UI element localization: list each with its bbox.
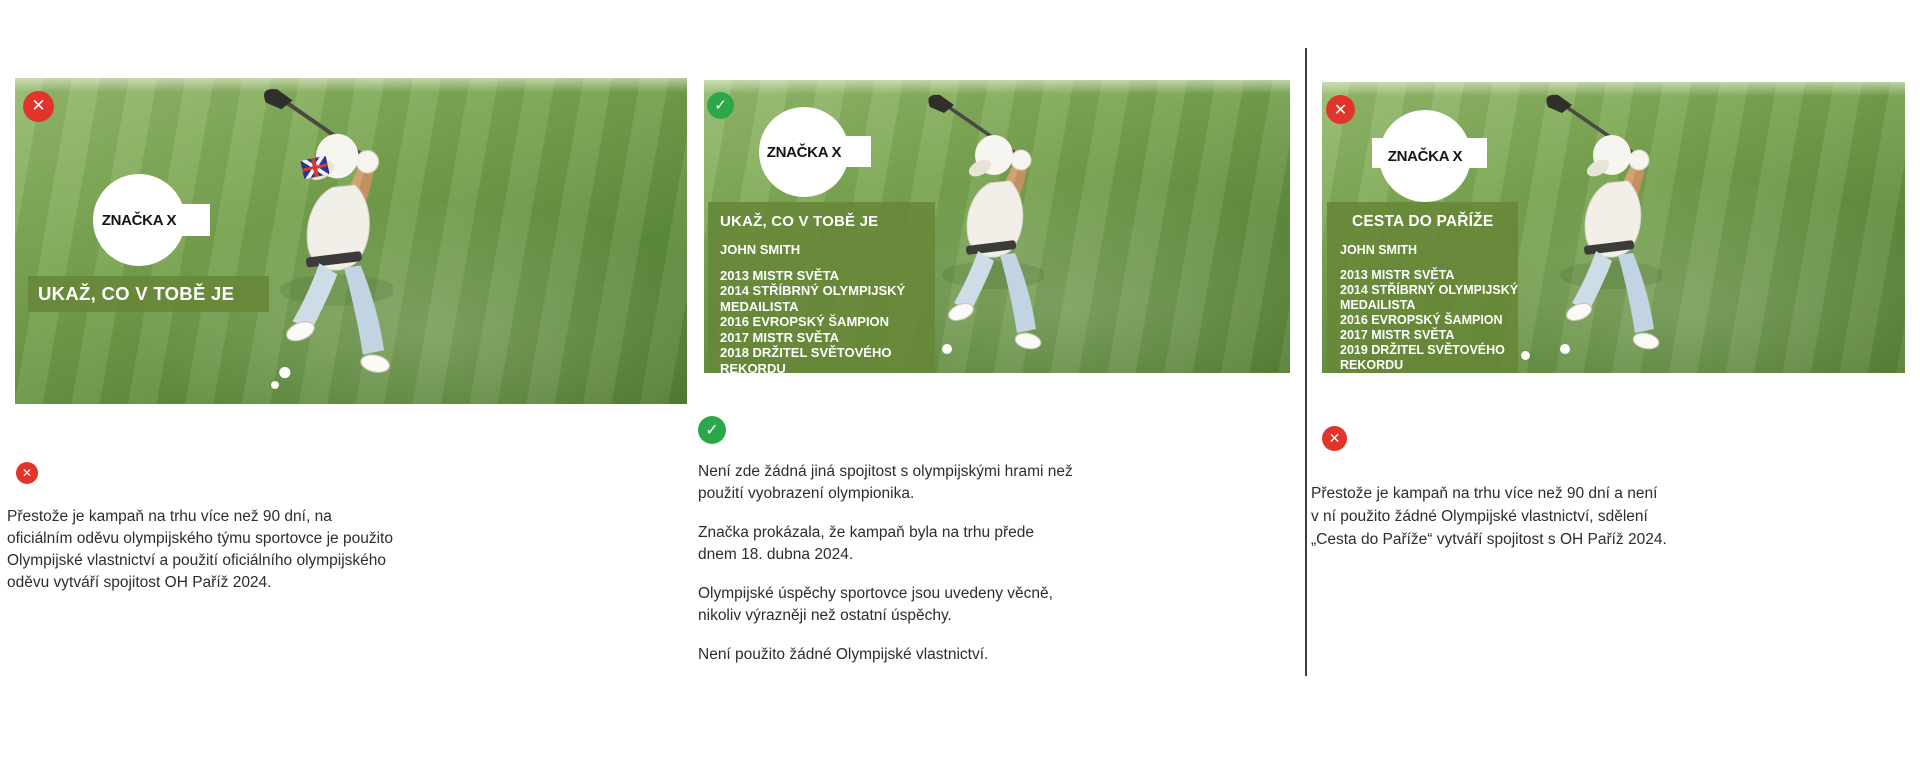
note-line: nikoliv výrazněji než ostatní úspěchy. bbox=[698, 607, 952, 624]
achievement-line: 2013 MISTR SVĚTA bbox=[1340, 268, 1455, 282]
check-icon: ✓ bbox=[698, 416, 726, 444]
brand-badge: ZNAČKA X bbox=[1379, 110, 1471, 202]
campaign-title: UKAŽ, CO V TOBĚ JE bbox=[720, 213, 879, 230]
x-icon: ✕ bbox=[16, 462, 38, 484]
check-icon: ✓ bbox=[707, 92, 734, 119]
section-divider bbox=[1305, 48, 1307, 676]
brand-badge: ZNAČKA X bbox=[93, 174, 185, 266]
achievement-line: 2017 MISTR SVĚTA bbox=[1340, 328, 1455, 342]
campaign-photo-2 bbox=[704, 80, 1290, 373]
pagination-dot bbox=[271, 381, 279, 389]
x-icon: ✕ bbox=[1326, 95, 1355, 124]
campaign-photo-1 bbox=[15, 78, 687, 404]
note-paragraph bbox=[698, 461, 1158, 505]
verdict-note-2 bbox=[698, 461, 1158, 683]
achievement-line: 2017 MISTR SVĚTA bbox=[720, 329, 839, 345]
verdict-note-3 bbox=[1311, 482, 1751, 568]
x-icon: ✕ bbox=[23, 91, 54, 122]
campaign-photo-3 bbox=[1322, 82, 1905, 373]
achievement-line: 2014 STŘÍBRNÝ OLYMPIJSKÝ bbox=[1340, 283, 1519, 297]
note-line: oděvu vytváří spojitost OH Paříž 2024. bbox=[7, 574, 272, 591]
achievement-line: 2016 EVROPSKÝ ŠAMPION bbox=[1340, 313, 1503, 327]
golfer-illustration bbox=[1532, 85, 1662, 361]
campaign-title: CESTA DO PAŘÍŽE bbox=[1352, 213, 1494, 230]
achievement-line: REKORDU bbox=[720, 360, 786, 373]
note-line: Olympijské vlastnictví a použití oficiálního olympijského bbox=[7, 552, 387, 569]
note-paragraph bbox=[698, 522, 1158, 566]
note-line: Přestože je kampaň na trhu více než 90 dní a není bbox=[1311, 485, 1658, 502]
achievement-line: 2016 EVROPSKÝ ŠAMPION bbox=[720, 314, 890, 329]
athlete-name: JOHN SMITH bbox=[720, 242, 801, 257]
note-line: Značka prokázala, že kampaň byla na trhu přede bbox=[698, 524, 1035, 541]
note-line: „Cesta do Paříže“ vytváří spojitost s OH Paříž 2024. bbox=[1311, 531, 1667, 548]
athlete-achievements bbox=[1340, 268, 1519, 373]
note-line: použití vyobrazení olympionika. bbox=[698, 485, 915, 502]
athlete-name: JOHN SMITH bbox=[1340, 243, 1418, 257]
achievement-line: 2014 STŘÍBRNÝ OLYMPIJSKÝ bbox=[720, 283, 906, 298]
achievement-line: REKORDU bbox=[1340, 358, 1404, 372]
campaign-title: UKAŽ, CO V TOBĚ JE bbox=[28, 276, 269, 312]
achievement-line: MEDAILISTA bbox=[720, 298, 799, 314]
note-line: Přestože je kampaň na trhu více než 90 dní, na bbox=[7, 508, 332, 525]
achievement-line: 2018 DRŽITEL SVĚTOVÉHO bbox=[720, 345, 892, 360]
golfer-illustration bbox=[248, 78, 393, 386]
athlete-achievements bbox=[720, 268, 925, 374]
note-paragraph bbox=[1311, 482, 1751, 551]
achievement-line: MEDAILISTA bbox=[1340, 298, 1416, 312]
brand-badge: ZNAČKA X bbox=[759, 107, 849, 197]
campaign-overlay bbox=[1327, 202, 1518, 373]
achievement-line: 2019 DRŽITEL SVĚTOVÉHO bbox=[1340, 343, 1505, 357]
verdict-note-1 bbox=[7, 506, 467, 611]
note-line: v ní použito žádné Olympijské vlastnictví, sdělení bbox=[1311, 508, 1648, 525]
note-line: Není zde žádná jiná spojitost s olympijskými hrami než bbox=[698, 463, 1073, 480]
pagination-dot bbox=[1521, 351, 1530, 360]
note-line: Není použito žádné Olympijské vlastnictví. bbox=[698, 646, 989, 663]
x-icon: ✕ bbox=[1322, 426, 1347, 451]
note-line: Olympijské úspěchy sportovce jsou uvedeny věcně, bbox=[698, 585, 1053, 602]
campaign-overlay bbox=[708, 202, 935, 373]
note-paragraph bbox=[698, 644, 1158, 666]
note-line: oficiálním oděvu olympijského týmu sportovce je použito bbox=[7, 530, 393, 547]
note-line: dnem 18. dubna 2024. bbox=[698, 546, 854, 563]
note-paragraph bbox=[698, 583, 1158, 627]
note-paragraph bbox=[7, 506, 467, 594]
achievement-line: 2013 MISTR SVĚTA bbox=[720, 267, 839, 283]
